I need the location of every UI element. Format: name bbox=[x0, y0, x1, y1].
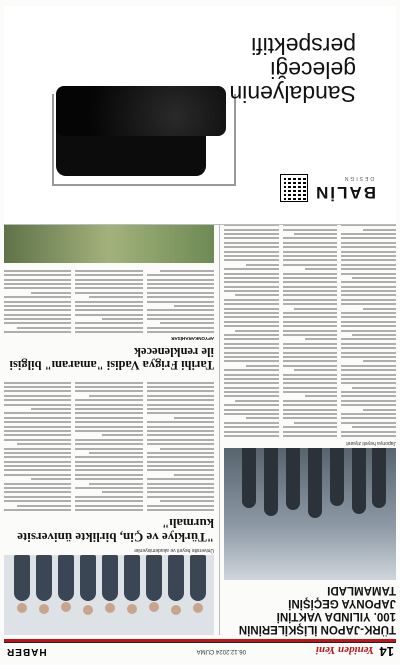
brand-subtitle: DESIGN bbox=[342, 175, 374, 181]
tarih-body bbox=[4, 267, 214, 333]
brand-logo: BALİN bbox=[314, 183, 376, 202]
japan-photo bbox=[224, 448, 396, 580]
ad-slogan-line2: geleceği bbox=[270, 57, 356, 83]
issue-date: 06.12.2024 CUMA bbox=[196, 648, 246, 654]
japan-photo-caption: Japonya heyeti ziyaret bbox=[346, 440, 396, 446]
page-header bbox=[4, 642, 396, 659]
section-label: HABER bbox=[6, 646, 47, 657]
sofa-advertisement bbox=[4, 6, 396, 225]
sofa-image bbox=[46, 56, 246, 206]
tarih-headline: Tarihi Frigya Vadisi "amaranı" bilgisi ile renklenecek bbox=[9, 344, 214, 373]
ad-slogan bbox=[229, 34, 356, 106]
japan-body bbox=[224, 217, 396, 437]
header-rule bbox=[4, 639, 396, 642]
ad-slogan-line1: Sandalyenin bbox=[229, 81, 356, 107]
paper-logo: Yeniden Yeni bbox=[315, 644, 374, 656]
japan-headline: TÜRK-JAPON İLİŞKİLERİNİN 100. YILINDA VAKTİNİ JAPONYA GEÇİŞİNİ TAMAMLADI bbox=[238, 584, 396, 635]
tarih-byline: AFYONKARAHİSAR bbox=[171, 336, 214, 342]
ad-slogan-line3: perspektifi bbox=[251, 33, 356, 59]
page-number: 14 bbox=[379, 644, 394, 659]
education-photo bbox=[4, 555, 214, 635]
education-photo-caption: Üniversite heyeti ve akademisyenler bbox=[133, 547, 214, 553]
education-headline: "Türkiye ve Çin, birlikte üniversite kurmalı" bbox=[17, 516, 214, 545]
education-body bbox=[4, 379, 214, 511]
